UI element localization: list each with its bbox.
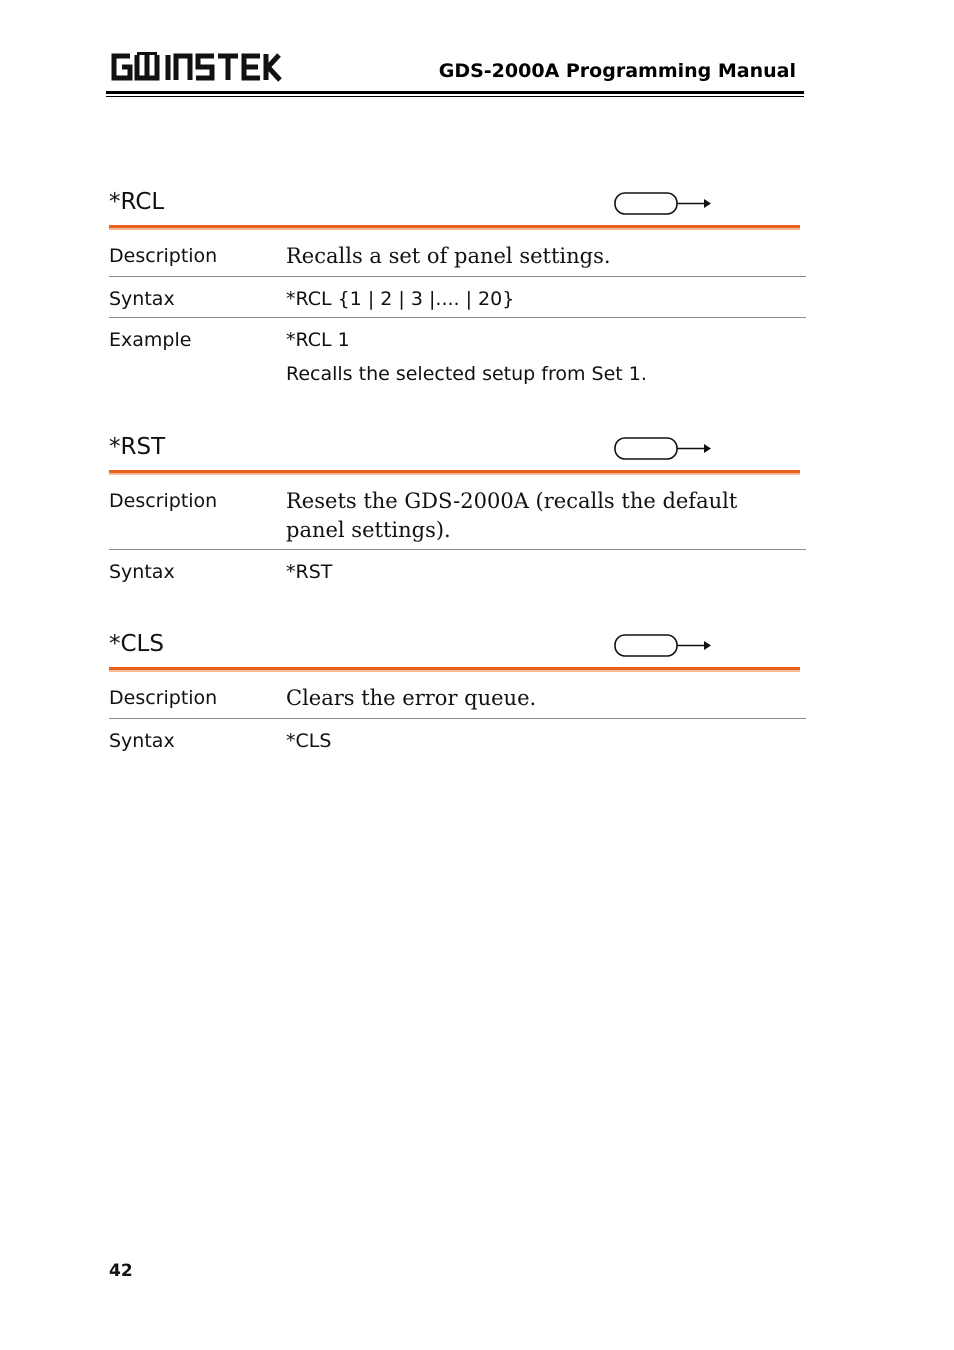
description-row [109, 672, 806, 719]
row-label: Syntax [109, 561, 175, 583]
set-command-icon [614, 191, 712, 221]
example-row [109, 318, 806, 390]
description-row [109, 475, 806, 550]
row-value: Clears the error queue. [286, 686, 537, 710]
header-rule-thick [106, 91, 804, 94]
row-label: Syntax [109, 730, 175, 752]
syntax-row [109, 277, 806, 318]
row-label: Description [109, 687, 218, 709]
row-label: Example [109, 329, 192, 351]
row-value: Resets the GDS-2000A (recalls the default panel settings). [286, 489, 738, 542]
row-value: Recalls a set of panel settings. [286, 244, 611, 268]
row-label: Description [109, 245, 218, 267]
example-command: *RCL 1 [286, 329, 350, 351]
set-command-icon [614, 633, 712, 663]
section-rcl [109, 189, 806, 390]
row-label: Description [109, 490, 218, 512]
row-value: *RST [286, 561, 333, 583]
manual-title: GDS-2000A Programming Manual [438, 60, 796, 82]
row-value: *RCL {1 | 2 | 3 |.... | 20} [286, 288, 515, 310]
command-title: *CLS [109, 631, 164, 657]
section-rst [109, 434, 806, 590]
description-row [109, 230, 806, 277]
section-cls [109, 631, 806, 759]
command-title: *RST [109, 434, 166, 460]
row-value: *CLS [286, 730, 332, 752]
set-command-icon [614, 436, 712, 466]
header-rule-thin [106, 96, 804, 97]
example-explanation: Recalls the selected setup from Set 1. [286, 363, 647, 385]
command-title: *RCL [109, 189, 165, 215]
row-label: Syntax [109, 288, 175, 310]
syntax-row [109, 550, 806, 590]
gw-instek-logo [110, 52, 282, 86]
page-number: 42 [109, 1261, 133, 1281]
syntax-row [109, 719, 806, 759]
